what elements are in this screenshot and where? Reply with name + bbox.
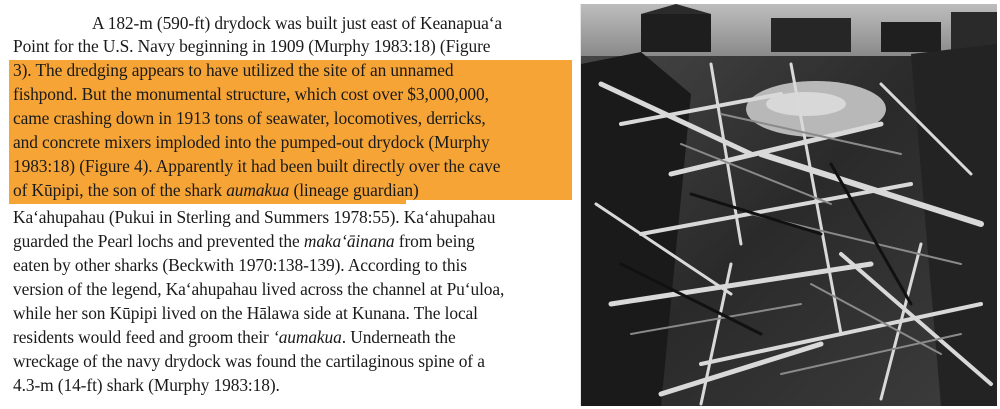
text-line-11: eaten by other sharks (Beckwith 1970:138-139). According to this	[13, 255, 467, 275]
text-line-13: while her son Kūpipi lived on the Hālawa side at Kunana. The local	[13, 303, 478, 323]
text-line-3: 3). The dredging appears to have utilized the site of an unnamed	[13, 60, 454, 80]
highlight-notch	[406, 200, 572, 204]
text-line-6: and concrete mixers imploded into the pumped-out drydock (Murphy	[13, 132, 490, 152]
text-line-7: 1983:18) (Figure 4). Apparently it had been built directly over the cave	[13, 156, 501, 176]
text-line-15: wreckage of the navy drydock was found the cartilaginous spine of a	[13, 351, 485, 371]
drydock-wreckage-photo	[580, 4, 997, 406]
text-line-8: of Kūpipi, the son of the shark aumakua (lineage guardian)	[13, 180, 419, 200]
text-line-16: 4.3-m (14-ft) shark (Murphy 1983:18).	[13, 375, 280, 395]
text-line-10: guarded the Pearl lochs and prevented the maka‘āinana from being	[13, 231, 475, 251]
text-line-9: Ka‘ahupahau (Pukui in Sterling and Summers 1978:55). Ka‘ahupahau	[13, 207, 496, 227]
text-line-12: version of the legend, Ka‘ahupahau lived across the channel at Pu‘uloa,	[13, 279, 505, 299]
text-line-4: fishpond. But the monumental structure, which cost over $3,000,000,	[13, 84, 489, 104]
text-line-1: A 182-m (590-ft) drydock was built just east of Keanapua‘a	[92, 13, 503, 33]
text-line-2: Point for the U.S. Navy beginning in 1909 (Murphy 1983:18) (Figure	[13, 36, 491, 56]
text-line-14: residents would feed and groom their ‘aumakua. Underneath the	[13, 327, 456, 347]
text-line-5: came crashing down in 1913 tons of seawater, locomotives, derricks,	[13, 108, 486, 128]
